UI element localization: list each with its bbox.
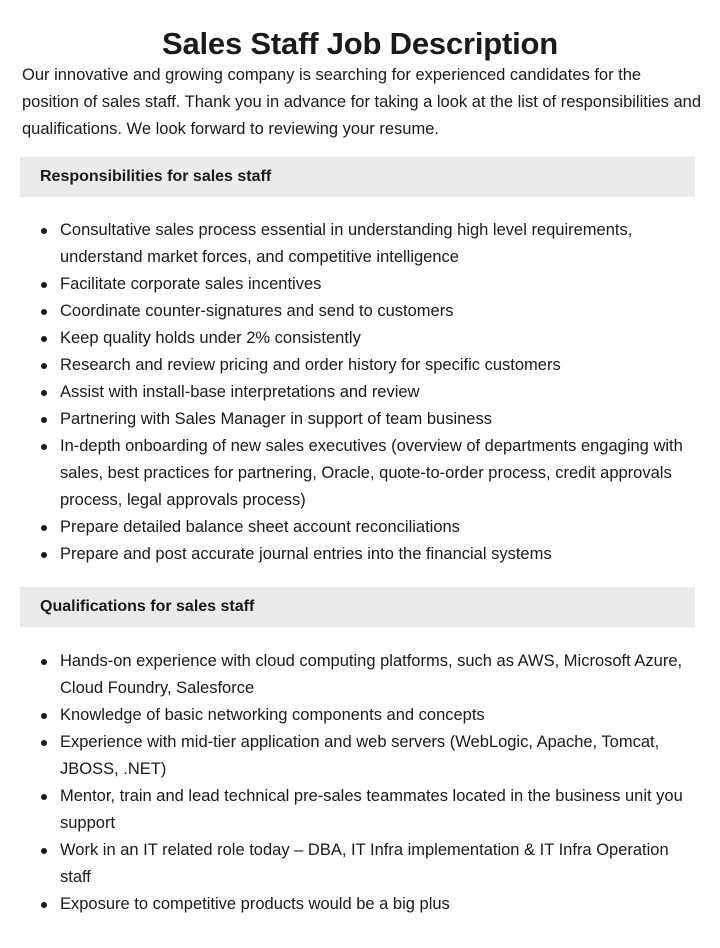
list-item [40,514,700,541]
list-item-text: Experience with mid-tier application and web servers (WebLogic, Apache, Tomcat, JBOSS, .NET) [60,733,660,778]
list-item-text: Knowledge of basic networking components and concepts [60,706,485,724]
list-item [40,891,700,918]
page-title: Sales Staff Job Description [162,25,558,61]
list-item-text: In-depth onboarding of new sales executives (overview of departments engaging with sales, best practices for partnering, Oracle, quote-to-order process, credit approvals process, legal approvals process) [60,437,683,509]
list-item [40,406,700,433]
list-item [40,648,700,702]
responsibilities-list [40,217,700,568]
bullet-icon [41,659,47,665]
list-item [40,702,700,729]
list-item-text: Work in an IT related role today – DBA, IT Infra implementation & IT Infra Operation staff [60,841,669,886]
list-item [40,837,700,891]
responsibilities-heading: Responsibilities for sales staff [20,157,695,197]
list-item [40,783,700,837]
list-item-text: Mentor, train and lead technical pre-sales teammates located in the business unit you support [60,787,683,832]
bullet-icon [41,902,47,908]
bullet-icon [41,552,47,558]
bullet-icon [41,444,47,450]
list-item [40,271,700,298]
list-item-text: Hands-on experience with cloud computing platforms, such as AWS, Microsoft Azure, Cloud Foundry, Salesforce [60,652,683,697]
bullet-icon [41,309,47,315]
bullet-icon [41,228,47,234]
list-item-text: Partnering with Sales Manager in support of team business [60,410,492,428]
bullet-icon [41,417,47,423]
bullet-icon [41,363,47,369]
list-item [40,325,700,352]
bullet-icon [41,740,47,746]
list-item-text: Research and review pricing and order history for specific customers [60,356,561,374]
list-item [40,217,700,271]
bullet-icon [41,794,47,800]
bullet-icon [41,848,47,854]
bullet-icon [41,525,47,531]
list-item-text: Assist with install-base interpretations and review [60,383,420,401]
list-item [40,433,700,514]
list-item-text: Keep quality holds under 2% consistently [60,329,361,347]
list-item [40,541,700,568]
qualifications-heading: Qualifications for sales staff [20,587,695,627]
list-item [40,352,700,379]
list-item-text: Facilitate corporate sales incentives [60,275,322,293]
list-item-text: Coordinate counter-signatures and send to customers [60,302,454,320]
list-item-text: Exposure to competitive products would be a big plus [60,895,450,913]
list-item [40,298,700,325]
list-item [40,379,700,406]
list-item-text: Prepare detailed balance sheet account reconciliations [60,518,460,536]
bullet-icon [41,390,47,396]
qualifications-list [40,648,700,918]
list-item-text: Consultative sales process essential in understanding high level requirements, understand market forces, and competitive intelligence [60,221,633,266]
bullet-icon [41,336,47,342]
bullet-icon [41,282,47,288]
bullet-icon [41,713,47,719]
list-item [40,729,700,783]
intro-paragraph: Our innovative and growing company is searching for experienced candidates for the position of sales staff. Thank you in advance for taking a look at the list of responsibilities and qualifications. We look forward to reviewing your resume. [22,66,702,138]
list-item-text: Prepare and post accurate journal entries into the financial systems [60,545,552,563]
